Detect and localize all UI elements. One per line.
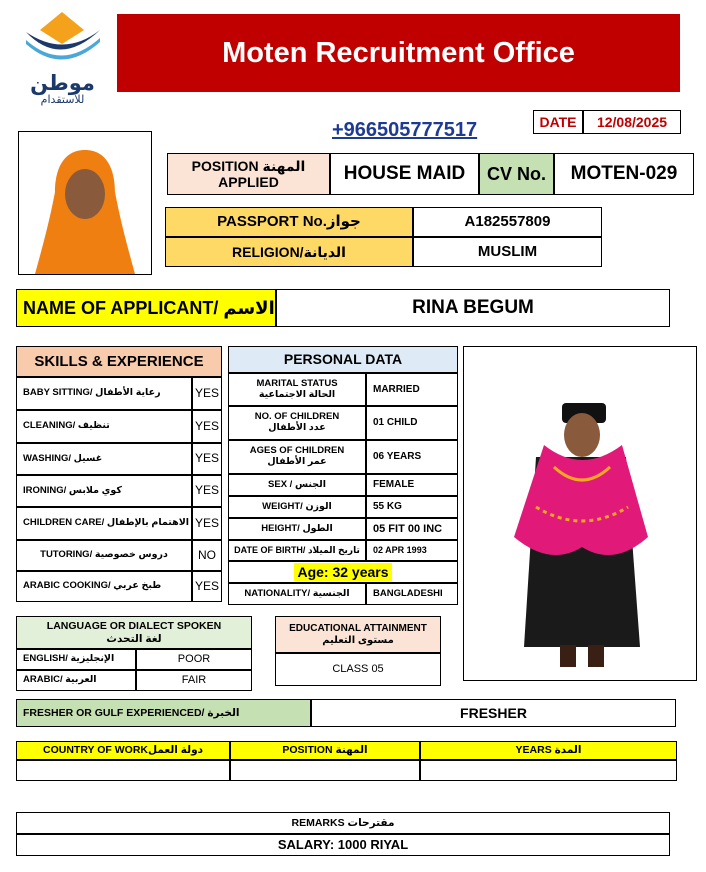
marital-label: MARITAL STATUS الحالة الاجتماعية [228, 373, 366, 406]
full-body-photo-icon [464, 347, 696, 680]
language-label-english: ENGLISH/ الإنجليزية [16, 649, 136, 670]
nationality-label: NATIONALITY/ الجنسية [228, 583, 366, 605]
work-header-position: POSITION المهنة [230, 741, 420, 760]
applicant-name-label: NAME OF APPLICANT/ الاسم [16, 289, 276, 327]
education-value: CLASS 05 [275, 653, 441, 686]
salary-value: SALARY: 1000 RIYAL [16, 834, 670, 856]
logo-mark-icon [20, 10, 105, 72]
work-cell-years [420, 760, 677, 781]
remarks-title: REMARKS مقترحات [16, 812, 670, 834]
date-value: 12/08/2025 [583, 110, 681, 134]
skill-label: WASHING/ غسيل [16, 443, 192, 475]
applicant-name-value: RINA BEGUM [276, 289, 670, 327]
skill-label: CLEANING/ تنظيف [16, 410, 192, 443]
ages-label: AGES OF CHILDREN عمر الأطفال [228, 440, 366, 474]
nationality-value: BANGLADESHI [366, 583, 458, 605]
position-value: HOUSE MAID [330, 153, 479, 195]
skill-label: TUTORING/ دروس خصوصية [16, 540, 192, 571]
children-value: 01 CHILD [366, 406, 458, 440]
logo-arabic-sub: للاستقدام [40, 93, 85, 106]
skill-value: NO [192, 540, 222, 571]
skills-list [16, 377, 222, 602]
skill-label: IRONING/ كوي ملابس [16, 475, 192, 507]
height-value: 05 FIT 00 INC [366, 518, 458, 540]
position-label: POSITION المهنة APPLIED [167, 153, 330, 195]
skill-value: YES [192, 507, 222, 540]
cv-value: MOTEN-029 [554, 153, 694, 195]
skill-label: BABY SITTING/ رعاية الأطفال [16, 377, 192, 410]
applicant-portrait [18, 131, 152, 275]
experience-label: FRESHER OR GULF EXPERIENCED/ الخبرة [16, 699, 311, 727]
experience-value: FRESHER [311, 699, 676, 727]
height-label: HEIGHT/ الطول [228, 518, 366, 540]
skill-label: CHILDREN CARE/ الاهتمام بالإطفال [16, 507, 192, 540]
skill-value: YES [192, 377, 222, 410]
language-label-arabic: ARABIC/ العربية [16, 670, 136, 691]
marital-value: MARRIED [366, 373, 458, 406]
sex-label: SEX / الجنس [228, 474, 366, 496]
logo-arabic-name: موطن [30, 71, 95, 95]
dob-value: 02 APR 1993 [366, 540, 458, 561]
portrait-photo-icon [19, 132, 151, 274]
work-cell-country [16, 760, 230, 781]
skill-label: ARABIC COOKING/ طبخ عربي [16, 571, 192, 602]
page-title: Moten Recruitment Office [222, 36, 575, 69]
weight-value: 55 KG [366, 496, 458, 518]
skill-value: YES [192, 443, 222, 475]
religion-label: RELIGION/الديانة [165, 237, 413, 267]
language-value-arabic: FAIR [136, 670, 252, 691]
phone-link[interactable]: +966505777517 [332, 119, 478, 141]
children-label: NO. OF CHILDREN عدد الأطفال [228, 406, 366, 440]
work-header-country: COUNTRY OF WORKدولة العمل [16, 741, 230, 760]
logo [20, 10, 105, 105]
cv-label: CV No. [479, 153, 554, 195]
religion-value: MUSLIM [413, 237, 602, 267]
language-value-english: POOR [136, 649, 252, 670]
passport-label: PASSPORT No.جواز [165, 207, 413, 237]
ages-value: 06 YEARS [366, 440, 458, 474]
age-value: Age: 32 years [294, 563, 391, 581]
header-banner [117, 14, 680, 92]
weight-label: WEIGHT/ الوزن [228, 496, 366, 518]
age-row [228, 561, 458, 583]
date-label: DATE [533, 110, 583, 134]
dob-label: DATE OF BIRTH/ تاريخ الميلاد [228, 540, 366, 561]
applicant-full-photo [463, 346, 697, 681]
skill-value: YES [192, 410, 222, 443]
skill-value: YES [192, 571, 222, 602]
education-title: EDUCATIONAL ATTAINMENT مستوى التعليم [275, 616, 441, 653]
personal-title: PERSONAL DATA [228, 346, 458, 373]
sex-value: FEMALE [366, 474, 458, 496]
skills-title: SKILLS & EXPERIENCE [16, 346, 222, 377]
work-cell-position [230, 760, 420, 781]
skill-value: YES [192, 475, 222, 507]
language-title: LANGUAGE OR DIALECT SPOKEN لغة التحدث [16, 616, 252, 649]
passport-value: A182557809 [413, 207, 602, 237]
work-header-years: YEARS المدة [420, 741, 677, 760]
